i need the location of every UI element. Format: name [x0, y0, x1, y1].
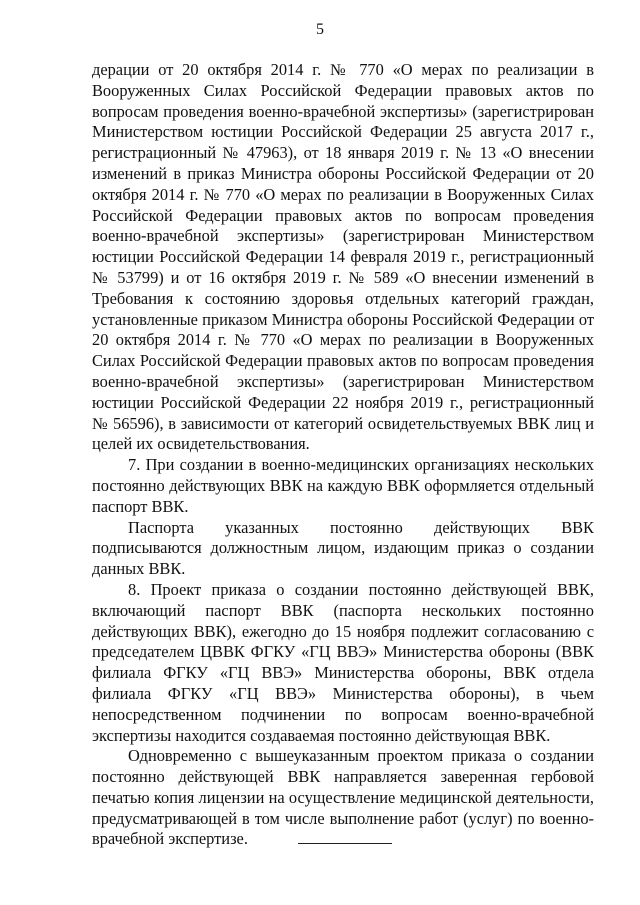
paragraph-item-8: 8. Проект приказа о создании постоянно действующей ВВК, включающий паспорт ВВК (паспорта нескольких постоянно действующих ВВК), ежегодно до 15 ноября подлежит согласованию с председателем ЦВВК ФГКУ «ГЦ ВВЭ» Министерства обороны (ВВК филиала ФГКУ «ГЦ ВВЭ» Министерства обороны, ВВК отдела филиала ФГКУ «ГЦ ВВЭ» Министерства обороны), в чьем непосредственном подчинении по вопросам военно-врачебной экспертизы находится создаваемая постоянно действующая ВВК. — [92, 579, 594, 745]
page-number: 5 — [316, 21, 324, 38]
document-body — [92, 60, 594, 850]
end-of-text-rule — [298, 843, 392, 844]
paragraph-continuation: дерации от 20 октября 2014 г. № 770 «О мерах по реализации в Вооруженных Силах Российской Федерации правовых актов по вопросам проведения военно-врачебной экспертизы» (зарегистрирован Министерством юстиции Российской Федерации 25 августа 2017 г., регистрационный № 47963), от 18 января 2019 г. № 13 «О внесении изменений в приказ Министра обороны Российской Федерации от 20 октября 2014 г. № 770 «О мерах по реализации в Вооруженных Силах Российской Федерации правовых актов по вопросам проведения военно-врачебной экспертизы» (зарегистрирован Министерством юстиции Российской Федерации 14 февраля 2019 г., регистрационный № 53799) и от 16 октября 2019 г. № 589 «О внесении изменений в Требования к состоянию здоровья отдельных категорий граждан, установленные приказом Министра обороны Российской Федерации от 20 октября 2014 г. № 770 «О мерах по реализации в Вооруженных Силах Российской Федерации правовых актов по вопросам проведения военно-врачебной экспертизы» (зарегистрирован Министерством юстиции Российской Федерации 22 ноября 2019 г., регистрационный № 56596), в зависимости от категорий освидетельствуемых ВВК лиц и целей их освидетельствования. — [92, 60, 594, 454]
paragraph-license-copy: Одновременно с вышеуказанным проектом приказа о создании постоянно действующей ВВК направляется заверенная гербовой печатью копия лицензии на осуществление медицинской деятельности, предусматривающей в том числе выполнение работ (услуг) по военно-врачебной экспертизе. — [92, 746, 594, 849]
paragraph-item-7: 7. При создании в военно-медицинских организациях нескольких постоянно действующих ВВК на каждую ВВК оформляется отдельный паспорт ВВК. — [92, 455, 594, 516]
paragraph-passports-signing: Паспорта указанных постоянно действующих ВВК подписываются должностным лицом, издающим приказ о создании данных ВВК. — [92, 517, 594, 579]
